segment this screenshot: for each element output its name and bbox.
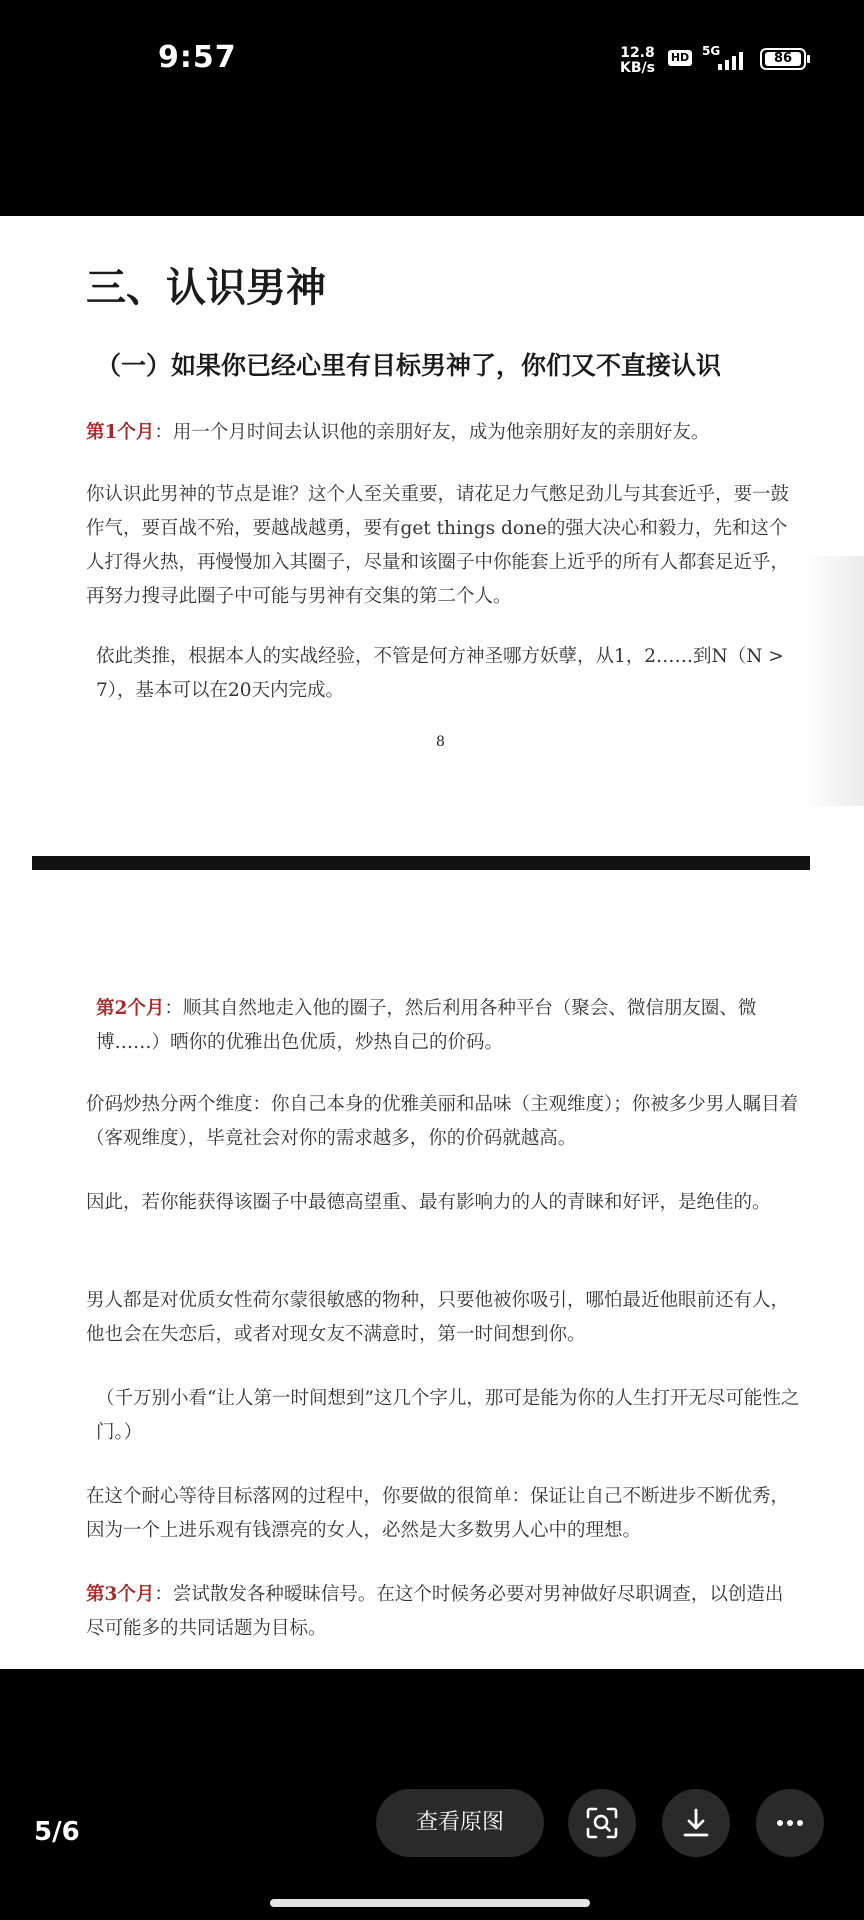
hd-badge: HD	[668, 50, 692, 66]
page-divider	[32, 856, 810, 870]
battery-icon	[760, 48, 806, 70]
document-page	[0, 216, 864, 1669]
scan-icon	[585, 1806, 619, 1840]
home-indicator[interactable]	[270, 1899, 590, 1907]
paragraph-3: 依此类推，根据本人的实战经验，不管是何方神圣哪方妖孽，从1，2……到N（N > 7），基本可以在20天内完成。	[96, 646, 784, 701]
paragraph-month-3	[86, 1578, 801, 1646]
image-counter: 5/6	[34, 1817, 80, 1847]
month-1-label: 第1个月	[86, 422, 155, 443]
month-3-text: ：尝试散发各种暧昧信号。在这个时候务必要对男神做好尽职调查，以创造出尽可能多的共同话题为目标。	[86, 1584, 784, 1639]
month-2-label: 第2个月	[96, 998, 165, 1019]
net-speed-unit: KB/s	[620, 60, 655, 76]
scan-button[interactable]	[568, 1789, 636, 1857]
more-button[interactable]	[756, 1789, 824, 1857]
paragraph-8: （千万别小看“让人第一时间想到”这几个字儿，那可是能为你的人生打开无尽可能性之门。）	[96, 1388, 800, 1443]
paragraph-2: 你认识此男神的节点是谁？这个人至关重要，请花足力气憋足劲儿与其套近乎，要一鼓作气，要百战不殆，要越战越勇，要有get things done的强大决心和毅力，先和这个人打得火热，再慢慢加入其圈子，尽量和该圈子中你能套上近乎的所有人都套足近乎，再努力搜寻此圈子中可能与男神有交集的第二个人。	[86, 484, 790, 607]
signal-icon	[702, 44, 750, 70]
page-number: 8	[436, 734, 445, 750]
doc-subheading: （一）如果你已经心里有目标男神了，你们又不直接认识	[96, 351, 722, 380]
battery-level: 86	[765, 52, 801, 66]
doc-heading: 三、认识男神	[86, 265, 326, 311]
status-time: 9:57	[158, 40, 237, 75]
more-icon	[773, 1806, 807, 1840]
bottom-toolbar	[0, 1669, 864, 1920]
month-1-text: ：用一个月时间去认识他的亲朋好友，成为他亲朋好友的亲朋好友。	[154, 422, 710, 443]
network-type: 5G	[702, 44, 721, 58]
download-icon	[679, 1806, 713, 1840]
net-speed	[620, 46, 655, 76]
paragraph-5: 价码炒热分两个维度：你自己本身的优雅美丽和品味（主观维度）；你被多少男人瞩目着（客观维度），毕竟社会对你的需求越多，你的价码就越高。	[86, 1094, 799, 1149]
paragraph-9: 在这个耐心等待目标落网的过程中，你要做的很简单：保证让自己不断进步不断优秀，因为一个上进乐观有钱漂亮的女人，必然是大多数男人心中的理想。	[86, 1486, 790, 1541]
paragraph-7: 男人都是对优质女性荷尔蒙很敏感的物种，只要他被你吸引，哪怕最近他眼前还有人，他也会在失恋后，或者对现女友不满意时，第一时间想到你。	[86, 1290, 790, 1345]
signal-bars-icon	[716, 50, 750, 70]
status-bar	[0, 0, 864, 120]
net-speed-value: 12.8	[620, 45, 655, 61]
paragraph-month-2	[96, 992, 811, 1060]
paragraph-6: 因此，若你能获得该圈子中最德高望重、最有影响力的人的青睐和好评，是绝佳的。	[86, 1192, 771, 1213]
download-button[interactable]	[662, 1789, 730, 1857]
month-2-text: ：顺其自然地走入他的圈子，然后利用各种平台（聚会、微信朋友圈、微博……）晒你的优雅出色优质，炒热自己的价码。	[96, 998, 757, 1053]
month-3-label: 第3个月	[86, 1584, 155, 1605]
scan-shadow	[804, 556, 864, 806]
paragraph-month-1	[86, 416, 801, 450]
view-original-button[interactable]: 查看原图	[376, 1789, 544, 1857]
